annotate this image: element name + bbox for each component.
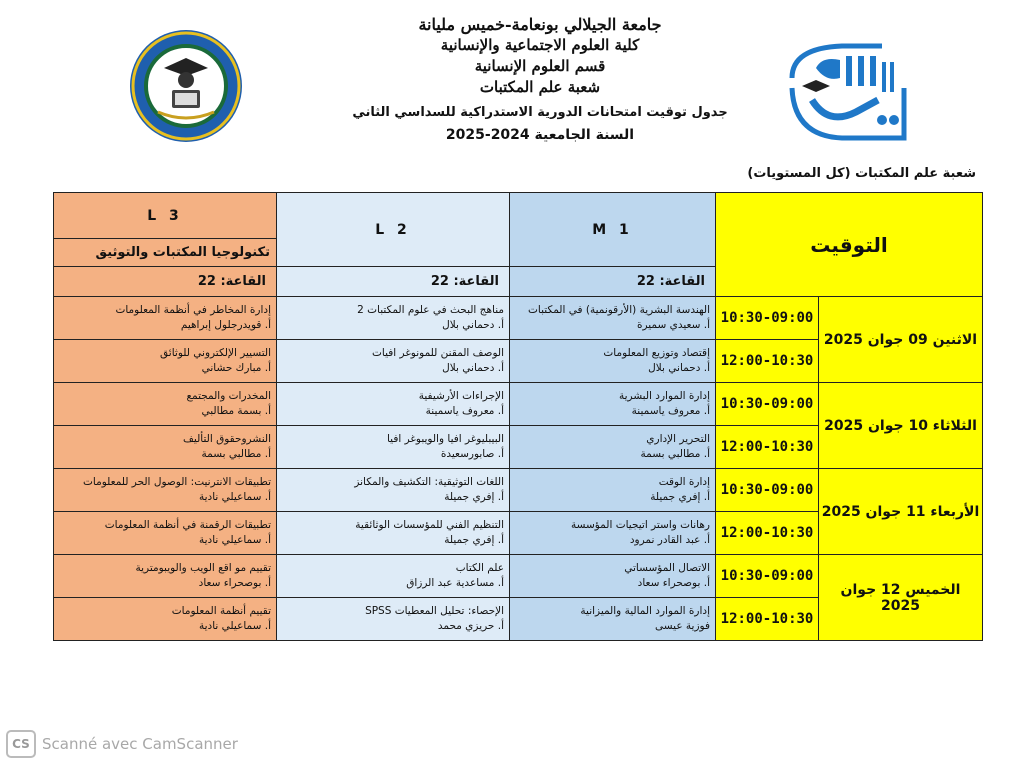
camscanner-text: Scanné avec CamScanner: [42, 735, 238, 753]
university-name: جامعة الجيلالي بونعامة-خميس مليانة: [418, 15, 662, 34]
room-m1: القاعة: 22: [510, 267, 716, 297]
room-l3: القاعة: 22: [54, 267, 277, 297]
time-slot: 10:30-09:00: [716, 297, 819, 340]
department-name: قسم العلوم الإنسانية: [474, 57, 606, 75]
academic-year: السنة الجامعية 2024-2025: [445, 127, 635, 143]
exam-cell: الاتصال المؤسساتي أ. بوصحراء سعاد: [510, 555, 716, 598]
exam-cell: التسيير الإلكتروني للوثائق أ. مبارك حشاني: [54, 340, 277, 383]
time-slot: 10:30-09:00: [716, 469, 819, 512]
exam-cell: المخدرات والمجتمع أ. بسمة مطالبي: [54, 383, 277, 426]
time-slot: 12:00-10:30: [716, 340, 819, 383]
section-label: شعبة علم المكتبات (كل المستويات): [747, 166, 976, 181]
exam-cell: إقتصاد وتوزيع المعلومات أ. دحماني بلال: [510, 340, 716, 383]
exam-cell: رهانات واستر اتيجيات المؤسسة أ. عبد القادر نمرود: [510, 512, 716, 555]
university-logo: [782, 38, 912, 143]
exam-cell: تقييم أنظمة المعلومات أ. سماعيلي نادية: [54, 598, 277, 641]
schedule-title: جدول توقيت امتحانات الدورية الاستدراكية للسداسي الثاني: [352, 105, 728, 120]
exam-cell: تقييم مو اقع الويب والويبومترية أ. بوصحراء سعاد: [54, 555, 277, 598]
exam-cell: إدارة الموارد البشرية أ. معروف ياسمينة: [510, 383, 716, 426]
exam-cell: إدارة الوقت أ. إفري جميلة: [510, 469, 716, 512]
branch-name: شعبة علم المكتبات: [479, 78, 601, 96]
time-slot: 10:30-09:00: [716, 555, 819, 598]
exam-cell: تطبيقات الرقمنة في أنظمة المعلومات أ. سماعيلي نادية: [54, 512, 277, 555]
time-slot: 10:30-09:00: [716, 383, 819, 426]
time-slot: 12:00-10:30: [716, 512, 819, 555]
day-label: الأربعاء 11 جوان 2025: [819, 469, 983, 555]
faculty-name: كلية العلوم الاجتماعية والإنسانية: [440, 36, 640, 54]
exam-cell: إدارة الموارد المالية والميزانية فوزية عيسى: [510, 598, 716, 641]
camscanner-watermark: [6, 730, 238, 758]
exam-cell: النشروحقوق التأليف أ. مطالبي بسمة: [54, 426, 277, 469]
level-header-l2: L 2: [277, 193, 510, 267]
exam-cell: الهندسة البشرية (الأرقونمية) في المكتبات أ. سعيدي سميرة: [510, 297, 716, 340]
faculty-seal-logo: [128, 28, 244, 144]
day-label: الثلاثاء 10 جوان 2025: [819, 383, 983, 469]
exam-cell: الوصف المقنن للمونوغر افيات أ. دحماني بلال: [277, 340, 510, 383]
exam-cell: التحرير الإداري أ. مطالبي بسمة: [510, 426, 716, 469]
exam-cell: الإجراءات الأرشيفية أ. معروف ياسمينة: [277, 383, 510, 426]
document-header: [330, 14, 750, 146]
level-header-m1: M 1: [510, 193, 716, 267]
timing-header: التوقيت: [716, 193, 983, 297]
time-slot: 12:00-10:30: [716, 426, 819, 469]
time-slot: 12:00-10:30: [716, 598, 819, 641]
exam-cell: البيبليوغر افيا والويبوغر افيا أ. صابورسعيدة: [277, 426, 510, 469]
exam-cell: الإحصاء: تحليل المعطيات SPSS أ. حريزي محمد: [277, 598, 510, 641]
day-label: الخميس 12 جوان 2025: [819, 555, 983, 641]
room-l2: القاعة: 22: [277, 267, 510, 297]
day-label: الاثنين 09 جوان 2025: [819, 297, 983, 383]
exam-cell: علم الكتاب أ. مساعدية عبد الرزاق: [277, 555, 510, 598]
exam-cell: مناهج البحث في علوم المكتبات 2 أ. دحماني بلال: [277, 297, 510, 340]
exam-cell: إدارة المخاطر في أنظمة المعلومات أ. قويدرجلول إبراهيم: [54, 297, 277, 340]
exam-cell: التنظيم الفني للمؤسسات الوثائقية أ. إفري جميلة: [277, 512, 510, 555]
exam-schedule-table: [53, 192, 983, 641]
l3-specialty: تكنولوجيا المكتبات والتوثيق: [54, 239, 277, 267]
camscanner-icon: CS: [6, 730, 36, 758]
exam-cell: تطبيقات الانترنيت: الوصول الحر للمعلومات أ. سماعيلي نادية: [54, 469, 277, 512]
level-header-l3: L 3: [54, 193, 277, 239]
exam-cell: اللغات التوثيقية: التكشيف والمكانز أ. إفري جميلة: [277, 469, 510, 512]
